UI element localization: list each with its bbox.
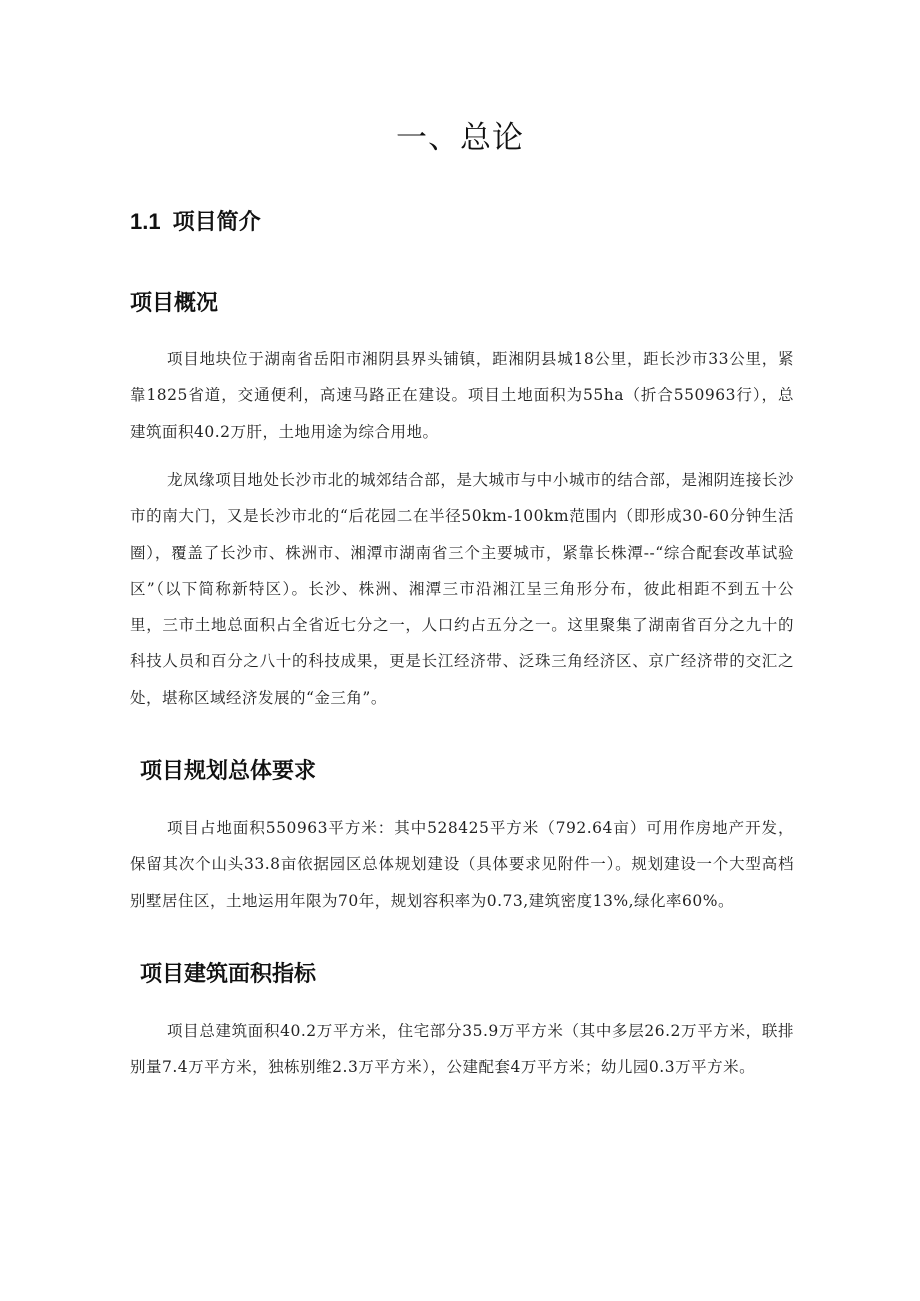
paragraph-planning-requirements: 项目占地面积550963平方米：其中528425平方米（792.64亩）可用作房地产开发，保留其次个山头33.8亩依据园区总体规划建设（具体要求见附件一）。规划建设一个大型高档别墅居住区，土地运用年限为70年，规划容积率为0.73,建筑密度13%,绿化率60%。: [130, 819, 794, 910]
subsection-heading-overview: 项目概况: [130, 291, 219, 316]
paragraph-area-indicators: 项目总建筑面积40.2万平方米，住宅部分35.9万平方米（其中多层26.2万平方米，联排别量7.4万平方米，独栋别维2.3万平方米），公建配套4万平方米；幼儿园0.3万平方米。: [130, 1022, 794, 1077]
paragraph-overview-region: 龙凤缘项目地处长沙市北的城郊结合部，是大城市与中小城市的结合部，是湘阴连接长沙市的南大门，又是长沙市北的“后花园二在半径50km-100km范围内（即形成30-60分钟生活圈），覆盖了长沙市、株洲市、湘潭市湖南省三个主要城市，紧靠长株潭--“综合配套改革试验区”（以下简称新特区）。长沙、株洲、湘潭三市沿湘江呈三角形分布，彼此相距不到五十公里，三市土地总面积占全省近七分之一，人口约占五分之一。这里聚集了湖南省百分之九十的科技人员和百分之八十的科技成果，更是长江经济带、泛珠三角经济区、京广经济带的交汇之处，堪称区域经济发展的“金三角”。: [130, 471, 794, 707]
subsection-heading-area: 项目建筑面积指标: [140, 962, 317, 987]
section-number: 1.1: [130, 209, 161, 234]
section-title: 项目简介: [172, 210, 261, 235]
section-heading: [130, 205, 261, 236]
subsection-heading-planning: 项目规划总体要求: [140, 759, 317, 784]
paragraph-overview-location: 项目地块位于湖南省岳阳市湘阴县界头铺镇，距湘阴县城18公里，距长沙市33公里，紧靠1825省道，交通便利，高速马路正在建设。项目土地面积为55ha（折合550963行），总建筑面积40.2万肝，土地用途为综合用地。: [130, 350, 794, 441]
chapter-title: 一、总论: [396, 120, 524, 156]
